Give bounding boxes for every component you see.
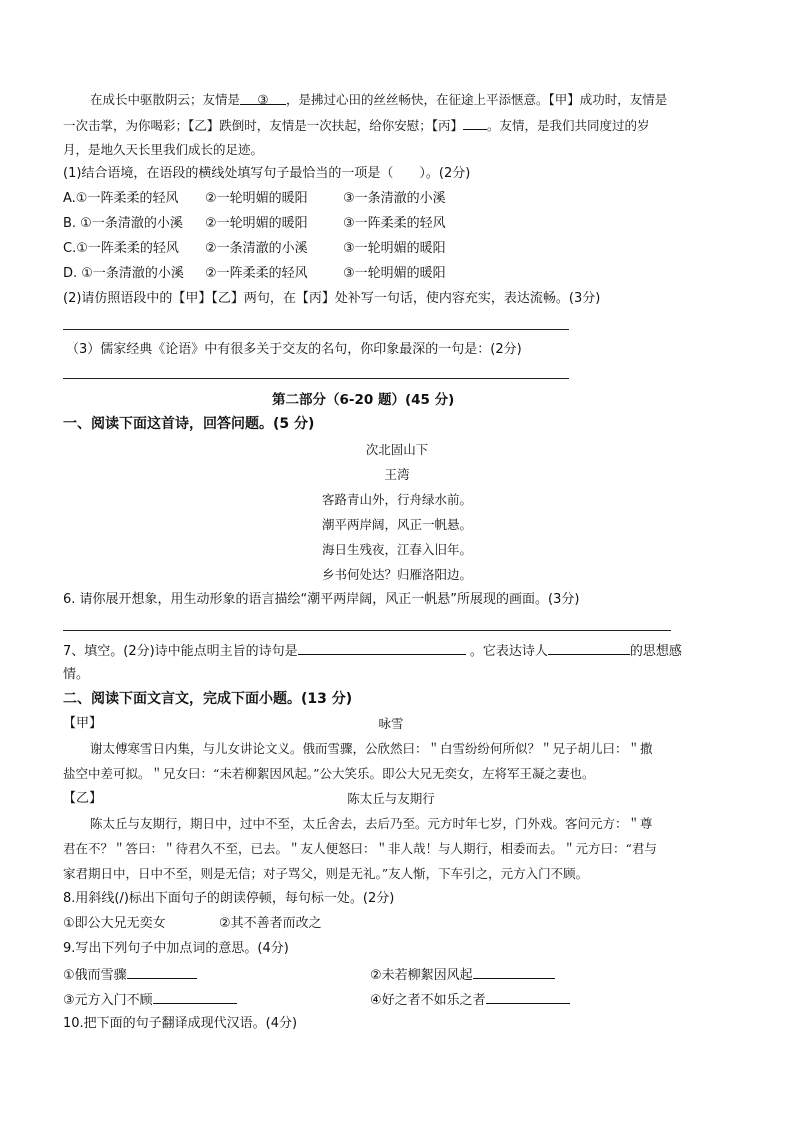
answer-blank xyxy=(486,989,570,1004)
passage-line-1 xyxy=(90,90,667,110)
sentence-item: ②其不善者而改之 xyxy=(219,916,322,931)
option-part: D. ①一条清澈的小溪 xyxy=(63,266,184,281)
question-text: 。它表达诗人 xyxy=(469,644,548,659)
question-8-stem: 8.用斜线(/)标出下面句子的朗读停顿，每句标一处。(2分) xyxy=(63,891,395,906)
question-text: 7、填空。(2分)诗中能点明主旨的诗句是 xyxy=(63,644,298,659)
option-part: ②一阵柔柔的轻风 xyxy=(205,266,308,281)
option-part: B. ①一条清澈的小溪 xyxy=(63,216,183,231)
question-text: 的思想感 xyxy=(629,644,682,659)
option-part: ③一阵柔柔的轻风 xyxy=(343,216,446,231)
answer-line xyxy=(63,329,569,330)
passage-line-2 xyxy=(63,115,650,136)
question-9-stem: 9.写出下列句子中加点词的意思。(4分) xyxy=(63,941,289,956)
text-jia-line-2: 盐空中差可拟。＂兄女曰：“未若柳絮因风起。”公大笑乐。即公大兄无奕女，左将军王凝之妻也。 xyxy=(63,766,595,781)
word-item: ①俄而雪骤 xyxy=(63,968,127,983)
answer-blank xyxy=(153,989,237,1004)
passage-text: 。友情，是我们共同度过的岁 xyxy=(487,118,650,133)
poem-line-2: 潮平两岸阔，风正一帆悬。 xyxy=(321,517,472,532)
option-part: ③一条清澈的小溪 xyxy=(343,191,446,206)
answer-blank xyxy=(127,964,197,979)
question-9-item-2 xyxy=(370,964,555,986)
text-yi-title: 陈太丘与友期行 xyxy=(347,791,435,806)
option-part: ②一轮明媚的暖阳 xyxy=(205,216,308,231)
text-yi-line-2: 君在不？＂答曰：＂待君久不至，已去。＂友人便怒曰：＂非人哉！与人期行，相委而去。＂元方曰：“君与 xyxy=(63,841,657,856)
question-9-item-3 xyxy=(63,989,237,1011)
answer-blank xyxy=(240,90,286,105)
option-part: ③一轮明媚的暖阳 xyxy=(343,266,446,281)
question-7-stem xyxy=(63,640,682,662)
poem-line-4: 乡书何处达？归雁洛阳边。 xyxy=(321,567,472,582)
question-10-stem: 10.把下面的句子翻译成现代汉语。(4分) xyxy=(63,1016,298,1031)
text-yi-line-1: 陈太丘与友期行，期日中，过中不至，太丘舍去，去后乃至。元方时年七岁，门外戏。客问元方：＂尊 xyxy=(90,816,653,831)
word-item: ④好之者不如乐之者 xyxy=(370,993,486,1008)
text-yi-tag: 【乙】 xyxy=(63,791,103,806)
answer-blank xyxy=(463,115,487,130)
option-c xyxy=(63,239,446,259)
answer-blank xyxy=(548,640,630,655)
option-a xyxy=(63,189,446,209)
option-b xyxy=(63,214,446,234)
passage-text: 在成长中驱散阴云；友情是 xyxy=(90,92,241,107)
text-jia-title: 咏雪 xyxy=(378,716,404,731)
question-3-stem: （3）儒家经典《论语》中有很多关于交友的名句，你印象最深的一句是：(2分) xyxy=(66,342,522,357)
sentence-item: ①即公大兄无奕女 xyxy=(63,916,166,931)
blank-label: ③ xyxy=(257,92,269,107)
option-part: ②一轮明媚的暖阳 xyxy=(205,191,308,206)
option-part: A.①一阵柔柔的轻风 xyxy=(63,191,179,206)
answer-blank xyxy=(298,640,466,655)
text-yi-line-3: 家君期日中，日中不至，则是无信；对子骂父，则是无礼。”友人惭，下车引之，元方入门不顾。 xyxy=(63,866,589,881)
question-9-item-4 xyxy=(370,989,570,1011)
passage-text: ，是拂过心田的丝丝畅快，在征途上平添惬意。【甲】成功时，友情是 xyxy=(286,92,668,107)
option-part: C.①一阵柔柔的轻风 xyxy=(63,241,179,256)
answer-blank xyxy=(473,964,555,979)
option-part: ②一条清澈的小溪 xyxy=(205,241,308,256)
text-jia-line-1: 谢太傅寒雪日内集，与儿女讲论文义。俄而雪骤，公欣然曰：＂白雪纷纷何所似？＂兄子胡儿曰：＂撒 xyxy=(90,741,653,756)
question-8-items xyxy=(63,914,322,934)
poem-author: 王湾 xyxy=(384,467,410,482)
poem-line-1: 客路青山外，行舟绿水前。 xyxy=(321,492,472,507)
section-2-title: 二、阅读下面文言文，完成下面小题。(13 分) xyxy=(63,691,353,707)
option-part: ③一轮明媚的暖阳 xyxy=(343,241,446,256)
question-2-stem: (2)请仿照语段中的【甲】【乙】两句，在【丙】处补写一句话，使内容充实，表达流畅。(3分) xyxy=(63,291,601,306)
question-1-stem: (1)结合语境，在语段的横线处填写句子最恰当的一项是（ ）。(2分) xyxy=(63,166,471,181)
passage-text: 一次击掌，为你喝彩；【乙】跌倒时，友情是一次扶起，给你安慰；【丙】 xyxy=(63,118,464,133)
answer-line xyxy=(63,630,671,631)
text-jia-tag: 【甲】 xyxy=(63,716,103,731)
poem-line-3: 海日生残夜，江春入旧年。 xyxy=(321,542,472,557)
answer-line xyxy=(63,378,569,379)
question-7-cont: 情。 xyxy=(63,667,90,682)
part-2-title: 第二部分（6-20 题）(45 分) xyxy=(272,392,455,408)
option-d xyxy=(63,264,446,284)
passage-line-3: 月，是地久天长里我们成长的足迹。 xyxy=(63,142,264,157)
question-9-item-1 xyxy=(63,964,197,986)
poem-title: 次北固山下 xyxy=(365,442,429,457)
word-item: ③元方入门不顾 xyxy=(63,993,153,1008)
section-1-title: 一、阅读下面这首诗，回答问题。(5 分) xyxy=(63,416,315,432)
question-6-stem: 6. 请你展开想象，用生动形象的语言描绘“潮平两岸阔，风正一帆悬”所展现的画面。(3分) xyxy=(63,592,580,607)
word-item: ②未若柳絮因风起 xyxy=(370,968,473,983)
